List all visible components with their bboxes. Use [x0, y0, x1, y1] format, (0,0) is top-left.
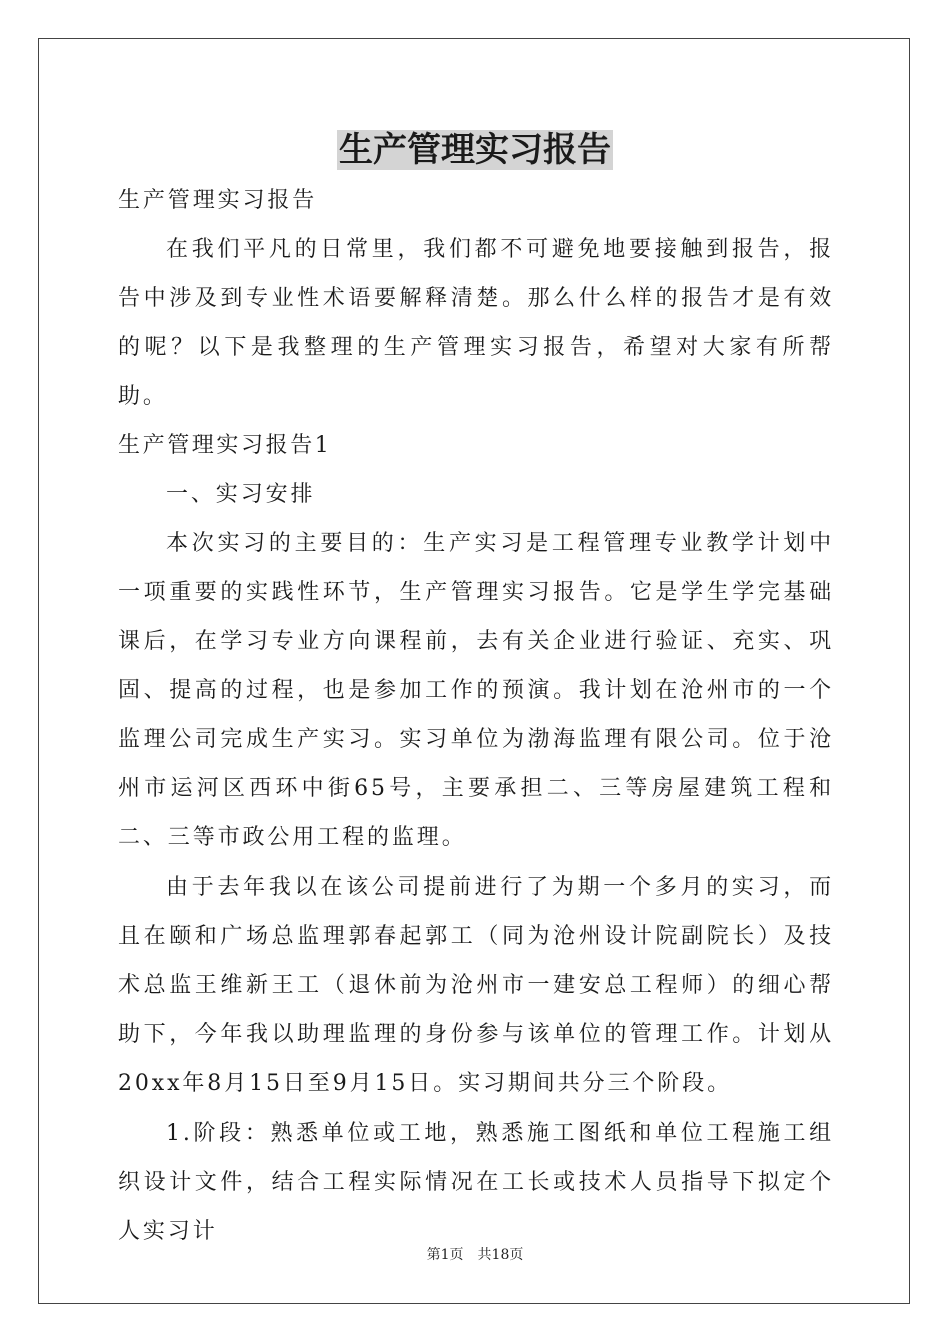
paragraph-subtitle: 生产管理实习报告	[118, 188, 318, 213]
paragraph-purpose: 本次实习的主要目的：生产实习是工程管理专业教学计划中一项重要的实践性环节，生产管理实习报告。它是学生学完基础课后，在学习专业方向课程前，去有关企业进行验证、充实、巩固、提高的过程，也是参加工作的预演。我计划在沧州市的一个监理公司完成生产实习。实习单位为渤海监理有限公司。位于沧州市运河区西环中街65号，主要承担二、三等房屋建筑工程和二、三等市政公用工程的监理。	[118, 531, 834, 850]
paragraph-background: 由于去年我以在该公司提前进行了为期一个多月的实习，而且在颐和广场总监理郭春起郭工（同为沧州设计院副院长）及技术总监王维新王工（退休前为沧州市一建安总工程师）的细心帮助下，今年我以助理监理的身份参与该单位的管理工作。计划从20xx年8月15日至9月15日。实习期间共分三个阶段。	[118, 875, 834, 1096]
page-footer	[0, 1245, 950, 1265]
section-heading-arrangement: 一、实习安排	[166, 482, 316, 507]
document-title	[0, 126, 950, 174]
page-total: 共18页	[477, 1247, 524, 1263]
document-body	[118, 176, 834, 1256]
paragraph-stage-1: 1.阶段：熟悉单位或工地，熟悉施工图纸和单位工程施工组织设计文件，结合工程实际情况在工长或技术人员指导下拟定个人实习计	[118, 1121, 834, 1244]
section-heading-report-1: 生产管理实习报告1	[118, 433, 332, 458]
paragraph-intro: 在我们平凡的日常里，我们都不可避免地要接触到报告，报告中涉及到专业性术语要解释清楚。那么什么样的报告才是有效的呢？以下是我整理的生产管理实习报告，希望对大家有所帮助。	[118, 237, 834, 409]
page-number: 第1页	[426, 1247, 464, 1263]
document-title-text: 生产管理实习报告	[339, 130, 611, 170]
